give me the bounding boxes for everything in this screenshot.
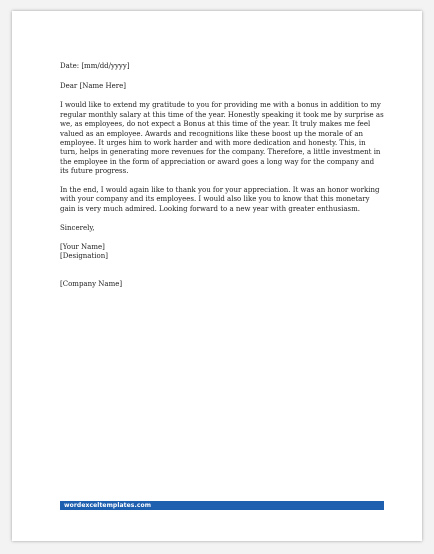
footer-bar [60,501,384,510]
signature-block [60,243,384,289]
salutation: Dear [Name Here] [60,82,127,91]
date-line: Date: [mm/dd/yyyy] [60,62,130,70]
document-page [12,11,422,541]
paragraph-1: I would like to extend my gratitude to you for providing me with a bonus in addition to my regular monthly salary at this time of the year. Honestly speaking it took me by surprise as we, as employees, do not expect a Bonus at this time of the year. It truly makes me feel valued as an employee. Awards and recognitions like these boost up the morale of an employee. It urges him to work harder and with more dedication and honesty. This, in turn, helps in generating more revenues for the company. Therefore, a little investment in the employee in the form of appreciation or award goes a long way for the company and its future progress. [60,101,384,176]
your-name: [Your Name] [60,242,105,251]
footer-site-label[interactable]: wordexceltemplates.com [64,502,152,509]
letter-body [60,62,384,289]
company-name: [Company Name] [60,279,123,288]
paragraph-2: In the end, I would again like to thank you for your appreciation. It was an honor working with your company and its employees. I would also like you to know that this monetary gain is very much admired. Looking forward to a new year with greater enthusiasm. [60,186,380,213]
designation: [Designation] [60,252,108,261]
closing: Sincerely, [60,223,95,232]
